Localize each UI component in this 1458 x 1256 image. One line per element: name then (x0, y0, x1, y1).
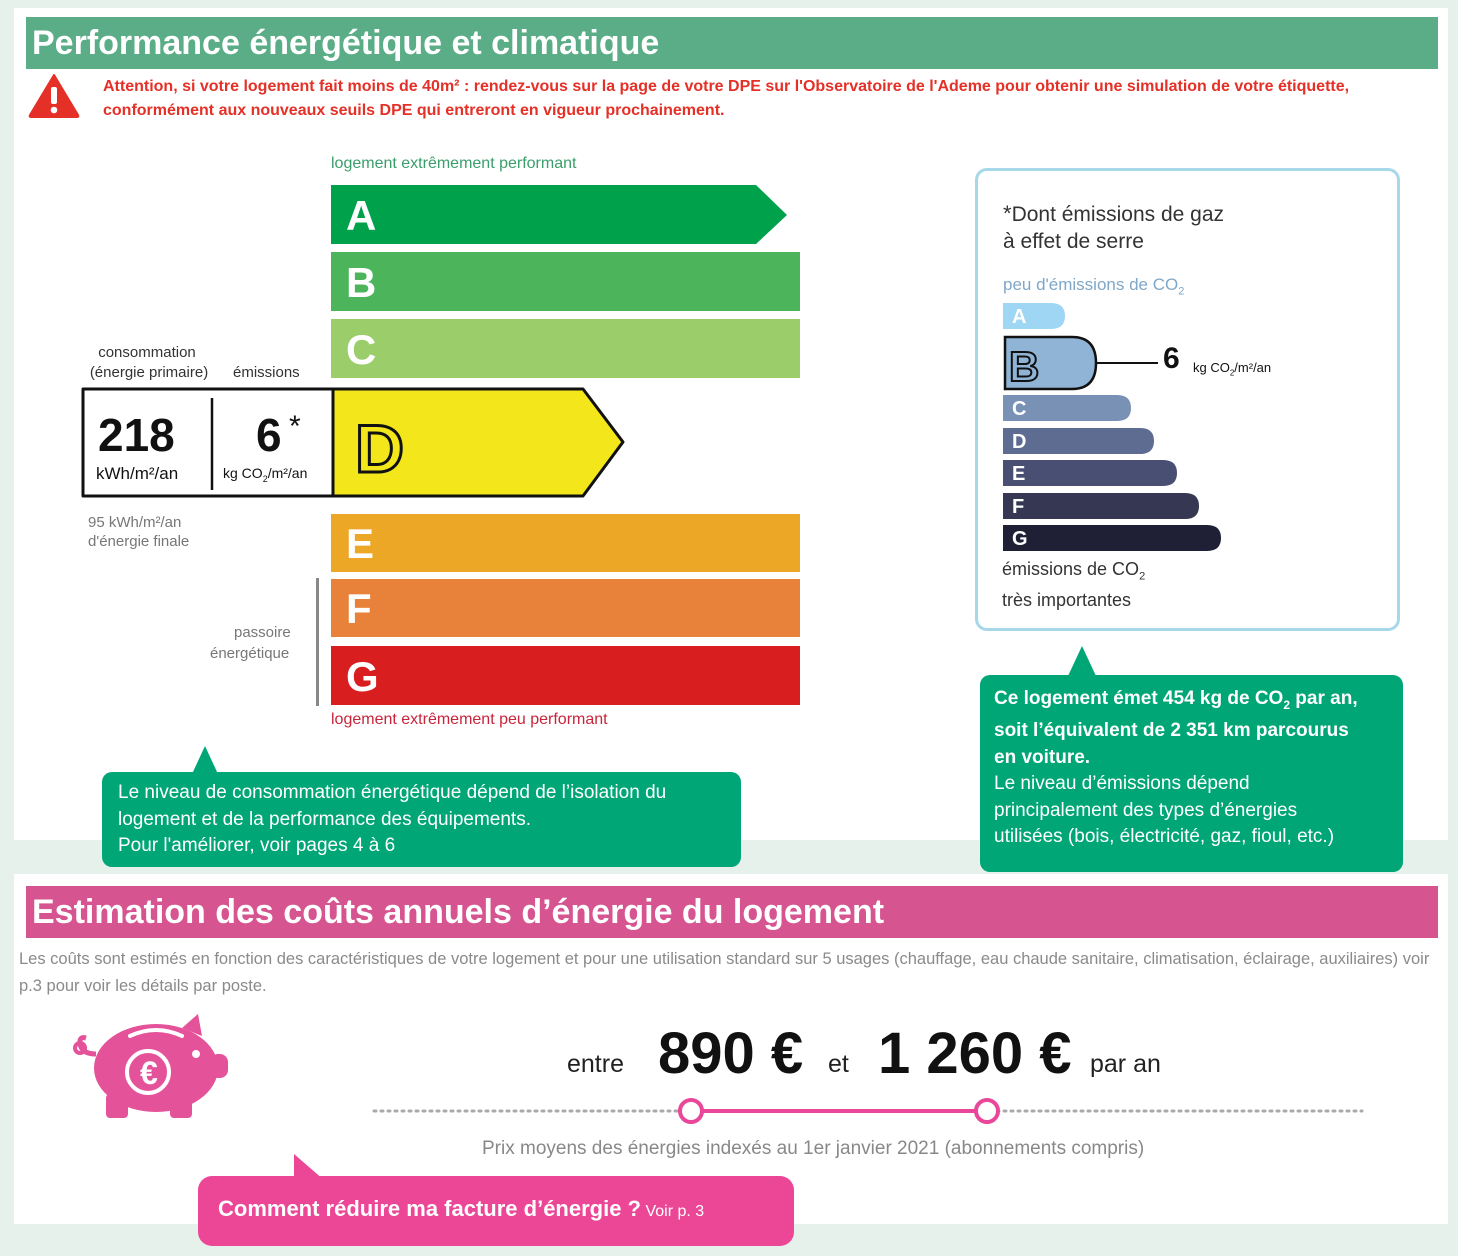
ges-letter-d: D (1012, 431, 1027, 453)
passoire-label-line1: passoire (234, 624, 291, 641)
reduce-bill-link-text: Comment réduire ma facture d’énergie ? (218, 1196, 641, 1221)
emissions-asterisk: * (289, 410, 301, 443)
ges-current-class-block (1000, 334, 1180, 394)
energy-letter-a: A (346, 192, 377, 239)
consumption-value: 218 (98, 409, 175, 461)
ges-letter-f: F (1012, 496, 1025, 518)
consumption-sublabel: (énergie primaire) (89, 364, 209, 381)
ges-callout-line3: en voiture. (994, 746, 1091, 768)
passoire-label-line2: énergétique (210, 645, 290, 662)
energy-callout-line1: Le niveau de consommation énergétique dépend de l’isolation du (118, 782, 667, 803)
energy-current-class-letter: D (355, 411, 405, 487)
energy-bar-f (331, 579, 800, 637)
emissions-unit: kg $CO_2/m^2/an$ (223, 465, 308, 484)
energy-letter-e: E (346, 520, 375, 567)
energy-scale-top-caption: logement extrêmement performant (331, 155, 577, 172)
ges-callout-line6: utilisées (bois, électricité, gaz, fioul, etc.) (994, 826, 1335, 848)
ges-letter-g: G (1012, 528, 1028, 550)
performance-section-title: Performance énergétique et climatique (26, 17, 1438, 69)
ges-callout-line2: soit l’équivalent de 2 351 km parcourus (994, 720, 1349, 742)
ges-value: 6 (1163, 342, 1180, 375)
energy-letter-c: C (346, 326, 377, 373)
ges-letter-e: E (1012, 463, 1026, 485)
ges-bar-g (1003, 525, 1221, 551)
ges-callout-line4: Le niveau d’émissions dépend (994, 773, 1250, 795)
consumption-label: consommation (98, 344, 196, 361)
reduce-bill-link-page: Voir p. 3 (645, 1203, 705, 1220)
energy-letter-b: B (346, 259, 377, 306)
costs-description: Les coûts sont estimés en fonction des caractéristiques de votre logement et pour une utilisation standard sur 5 usages (chauffage, eau chaude sanitaire, climatisation, éclairage, auxiliaires) voir p.3 pour voir les détails par poste. (19, 950, 1430, 995)
cost-word-between: entre (567, 1050, 624, 1078)
ges-letter-c: C (1012, 398, 1027, 420)
ges-callout-pointer (1068, 646, 1096, 676)
cost-high-amount: 1 260 € (878, 1021, 1072, 1086)
cost-range-scale (370, 1096, 1370, 1126)
piggy-bank-icon (70, 1010, 232, 1120)
energy-bar-g (331, 646, 800, 705)
ges-current-class-letter: B (1009, 343, 1040, 390)
energy-callout-pointer (192, 746, 218, 774)
ges-bar-e (1003, 460, 1177, 486)
ges-top-caption: peu d'émissions de $CO_2$ (1003, 275, 1185, 298)
energy-letter-g: G (346, 653, 379, 700)
cost-low-amount: 890 € (658, 1021, 804, 1086)
passoire-bracket (316, 578, 319, 706)
warning-text: Attention, si votre logement fait moins de 40m² : rendez-vous sur la page de votre DPE sur l'Observatoire de l'Ademe pour obtenir une simulation de votre étiquette, conformément aux nouveaux seuils DPE qui entreront en vigueur prochainement. (103, 78, 1350, 119)
ges-callout-line1: Ce logement émet 454 kg de $CO_2$ par an, (994, 688, 1358, 712)
energy-letter-f: F (346, 585, 372, 632)
cost-word-per-year: par an (1090, 1050, 1161, 1078)
ges-letter-a: A (1012, 306, 1027, 328)
svg-text:€: € (140, 1055, 158, 1091)
emissions-label: émissions (233, 364, 300, 381)
ges-unit: kg $CO_2/m^2/an$ (1193, 360, 1272, 378)
energy-callout-line3: Pour l'améliorer, voir pages 4 à 6 (118, 835, 396, 856)
warning-icon (28, 72, 80, 118)
ges-callout (980, 675, 1403, 872)
final-energy-label: d'énergie finale (88, 533, 190, 550)
consumption-unit: kWh/m²/an (96, 464, 179, 483)
costs-section-title: Estimation des coûts annuels d’énergie du logement (26, 886, 1438, 938)
emissions-value: 6 (256, 409, 282, 461)
reduce-bill-link[interactable] (198, 1176, 794, 1246)
energy-bar-e (331, 514, 800, 572)
energy-callout-line2: logement et de la performance des équipements. (118, 808, 531, 830)
energy-callout (102, 772, 741, 867)
final-energy-value: 95 kWh/m²/an (88, 514, 182, 531)
cost-word-and: et (828, 1050, 849, 1078)
energy-scale-bottom-caption: logement extrêmement peu performant (331, 711, 608, 728)
energy-bar-a (331, 185, 787, 244)
energy-bar-c (331, 319, 800, 378)
energy-bar-b (331, 252, 800, 311)
price-note: Prix moyens des énergies indexés au 1er janvier 2021 (abonnements compris) (482, 1138, 1145, 1159)
ges-bottom-caption: émissions de $CO_2$ très importantes (1002, 559, 1146, 610)
ges-bar-f (1003, 493, 1199, 519)
ges-title: *Dont émissions de gaz à effet de serre (1003, 201, 1225, 253)
ges-callout-line5: principalement des types d’énergies (994, 799, 1298, 821)
